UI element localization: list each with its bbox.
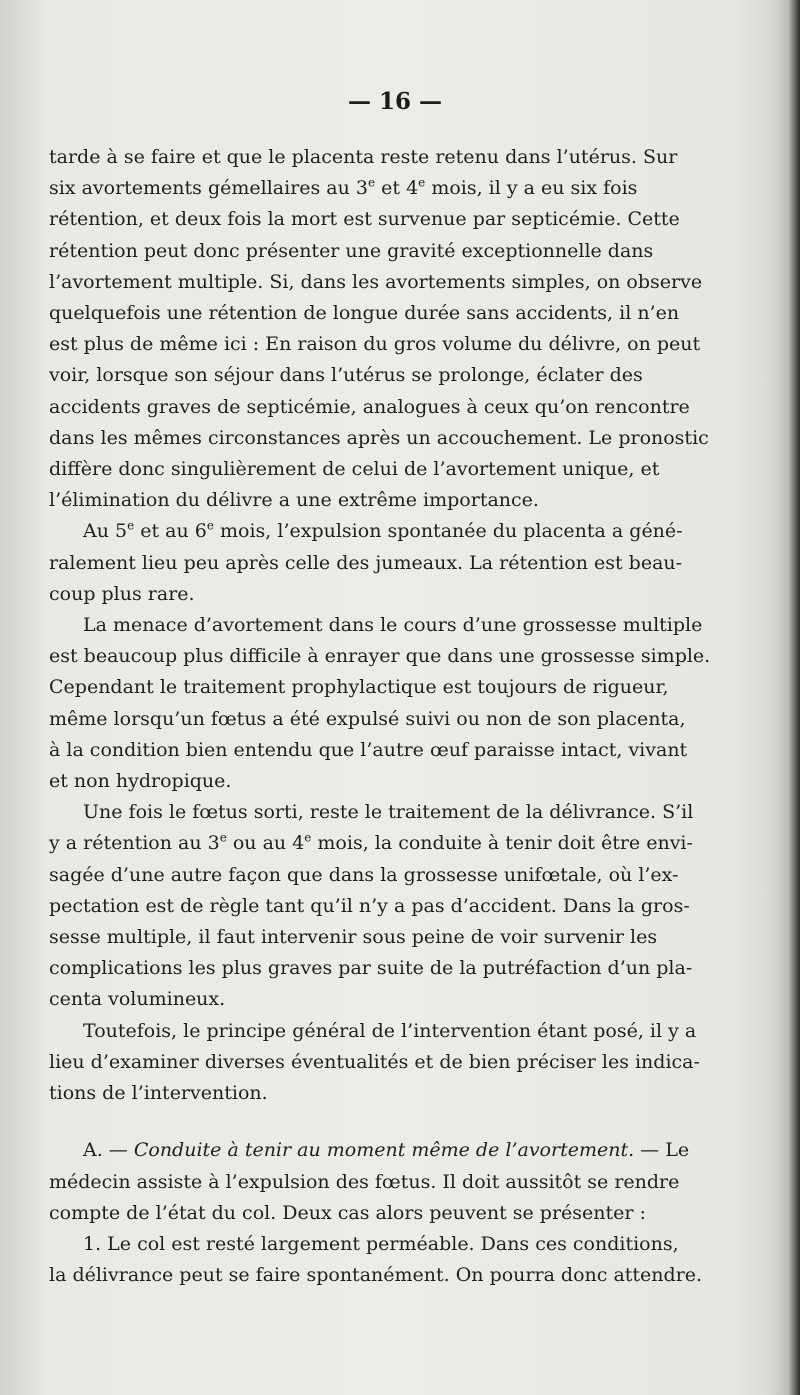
- text-line: Une fois le fœtus sorti, reste le traitement de la délivrance. S’il: [83, 801, 694, 824]
- text-line: y a rétention au 3e ou au 4e mois, la conduite à tenir doit être envi-: [49, 831, 693, 855]
- text-line: six avortements gémellaires au 3e et 4e mois, il y a eu six fois: [49, 175, 638, 200]
- text-line: est beaucoup plus difficile à enrayer que dans une grossesse simple.: [49, 645, 711, 668]
- paragraph-2: [49, 516, 733, 610]
- text-line: La menace d’avortement dans le cours d’une grossesse multiple: [83, 614, 703, 637]
- text-line: 1. Le col est resté largement perméable. Dans ces conditions,: [83, 1232, 679, 1255]
- page-number: — 16 —: [347, 88, 443, 115]
- text-line: même lorsqu’un fœtus a été expulsé suivi ou non de son placenta,: [49, 707, 686, 730]
- text-line: médecin assiste à l’expulsion des fœtus. Il doit aussitôt se rendre: [49, 1170, 680, 1193]
- text-line: Au 5e et au 6e mois, l’expulsion spontanée du placenta a géné-: [83, 519, 683, 543]
- text-line: l’avortement multiple. Si, dans les avortements simples, on observe: [49, 270, 703, 293]
- text-line: dans les mêmes circonstances après un accouchement. Le pronostic: [49, 426, 709, 449]
- text-line: sagée d’une autre façon que dans la grossesse unifœtale, où l’ex-: [49, 863, 679, 886]
- text-line: l’élimination du délivre a une extrême importance.: [49, 489, 539, 512]
- text-line: Toutefois, le principe général de l’intervention étant posé, il y a: [83, 1019, 697, 1042]
- text-line: centa volumineux.: [49, 988, 226, 1011]
- text-line: est plus de même ici : En raison du gros volume du délivre, on peut: [49, 333, 701, 356]
- text-line: Cependant le traitement prophylactique est toujours de rigueur,: [49, 676, 669, 699]
- text-line: A. — Conduite à tenir au moment même de l’avortement. — Le: [83, 1139, 690, 1162]
- text-line: pectation est de règle tant qu’il n’y a pas d’accident. Dans la gros-: [49, 894, 690, 917]
- text-line: compte de l’état du col. Deux cas alors peuvent se présenter :: [49, 1201, 646, 1224]
- section-a: [49, 1135, 733, 1229]
- paragraph-case-1: [49, 1229, 733, 1291]
- text-line: quelquefois une rétention de longue durée sans accidents, il n’en: [49, 302, 680, 325]
- paragraph-5: [49, 1016, 733, 1110]
- text-line: et non hydropique.: [49, 770, 232, 793]
- paragraph-3: [49, 610, 733, 797]
- text-line: rétention peut donc présenter une gravité exceptionnelle dans: [49, 239, 654, 262]
- text-line: la délivrance peut se faire spontanément. On pourra donc attendre.: [49, 1264, 703, 1287]
- paragraph-1: [49, 142, 733, 516]
- text-line: voir, lorsque son séjour dans l’utérus se prolonge, éclater des: [49, 364, 643, 387]
- text-line: coup plus rare.: [49, 582, 195, 605]
- text-line: à la condition bien entendu que l’autre œuf paraisse intact, vivant: [49, 738, 688, 761]
- text-line: tions de l’intervention.: [49, 1082, 268, 1105]
- section-a-heading: Conduite à tenir au moment même de l’avortement.: [133, 1139, 635, 1162]
- text-line: lieu d’examiner diverses éventualités et de bien préciser les indica-: [49, 1050, 700, 1073]
- text-line: accidents graves de septicémie, analogues à ceux qu’on rencontre: [49, 395, 690, 418]
- page-edge-shadow: [770, 0, 800, 1395]
- text-line: tarde à se faire et que le placenta reste retenu dans l’utérus. Sur: [49, 146, 678, 168]
- text-line: rétention, et deux fois la mort est survenue par septicémie. Cette: [49, 208, 680, 231]
- text-line: sesse multiple, il faut intervenir sous peine de voir survenir les: [49, 926, 658, 949]
- text-line: diffère donc singulièrement de celui de l’avortement unique, et: [49, 458, 660, 481]
- text-line: complications les plus graves par suite de la putréfaction d’un pla-: [49, 957, 693, 980]
- text-line: ralement lieu peu après celle des jumeaux. La rétention est beau-: [49, 551, 683, 574]
- paragraph-4: [49, 797, 733, 1015]
- body-text: [49, 142, 733, 1291]
